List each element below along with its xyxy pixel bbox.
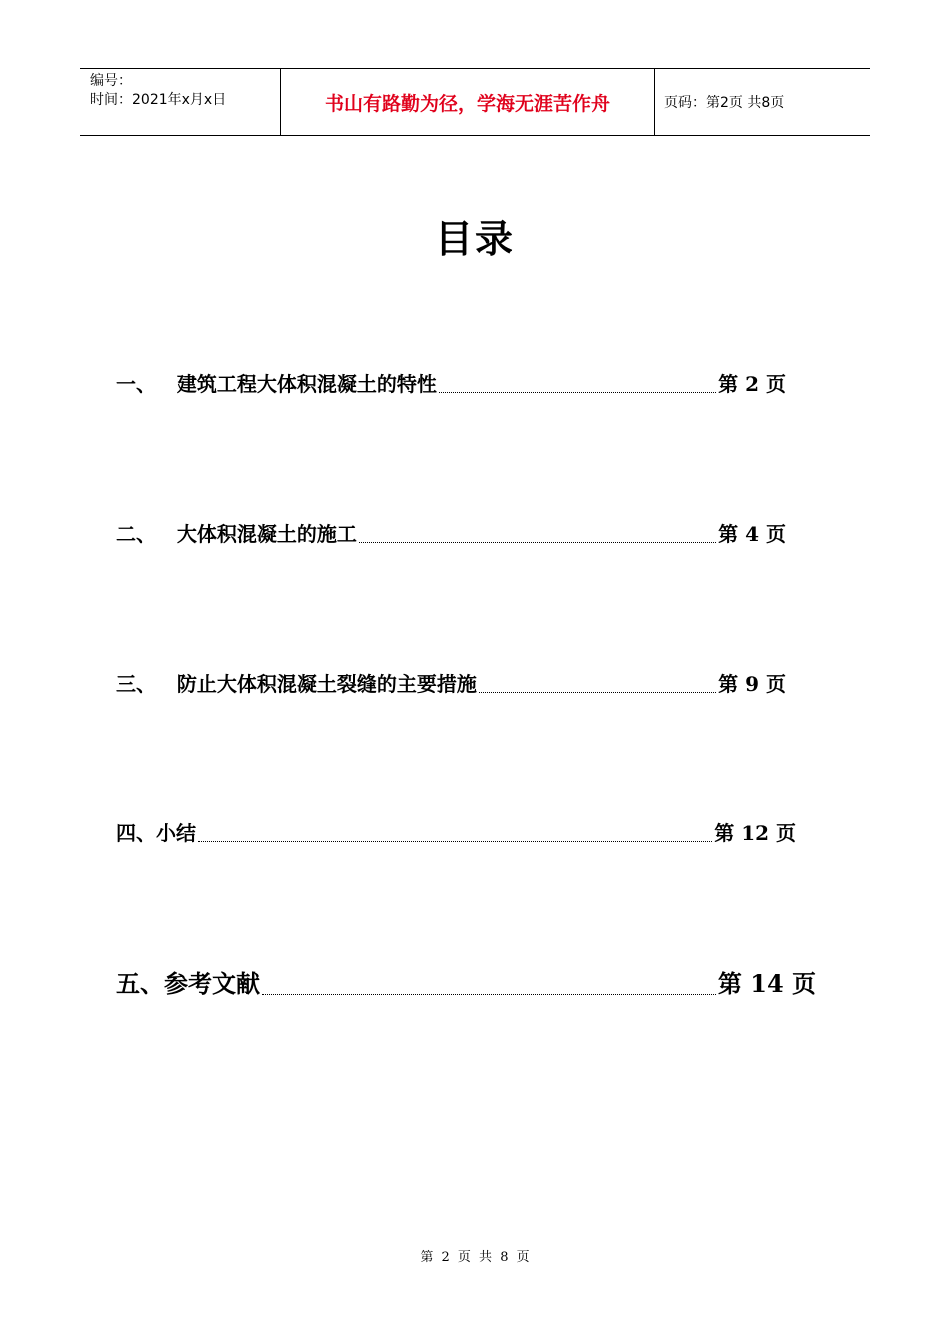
toc-page: 第 2 页	[718, 372, 786, 396]
header-meta-cell	[80, 69, 281, 135]
toc-number: 五、	[116, 969, 164, 998]
toc-leader	[198, 840, 712, 842]
toc-entry-5	[116, 964, 816, 999]
toc-entry-4	[116, 817, 796, 846]
toc-page: 第 14 页	[717, 969, 816, 998]
toc-text: 建筑工程大体积混凝土的特性	[176, 372, 437, 396]
toc-number: 三、	[116, 672, 177, 696]
header-motto: 书山有路勤为径，学海无涯苦作舟	[281, 69, 655, 135]
toc-text: 大体积混凝土的施工	[176, 522, 357, 546]
toc-number: 四、	[116, 821, 156, 845]
toc-entry-1	[116, 368, 786, 397]
toc-page: 第 9 页	[718, 672, 786, 696]
toc-leader	[359, 541, 716, 543]
page-header	[80, 68, 870, 136]
page-footer: 第 2 页 共 8 页	[420, 1250, 530, 1265]
toc-entry-2	[116, 518, 786, 547]
page-title: 目录	[434, 217, 515, 261]
toc-leader	[439, 391, 716, 393]
header-page-info: 页码：第2页 共8页	[664, 95, 785, 111]
toc-leader	[479, 691, 716, 693]
time-label: 时间：2021年x月x日	[90, 92, 227, 108]
toc-page: 第 12 页	[714, 821, 796, 845]
toc-leader	[262, 993, 716, 995]
toc-text: 防止大体积混凝土裂缝的主要措施	[176, 672, 477, 696]
toc-text: 小结	[156, 821, 196, 845]
serial-label: 编号：	[90, 73, 132, 89]
toc-entry-3	[116, 668, 786, 697]
toc-number: 一、	[116, 372, 177, 396]
toc-text: 参考文献	[164, 969, 260, 998]
toc-number: 二、	[116, 522, 177, 546]
toc-page: 第 4 页	[718, 522, 786, 546]
